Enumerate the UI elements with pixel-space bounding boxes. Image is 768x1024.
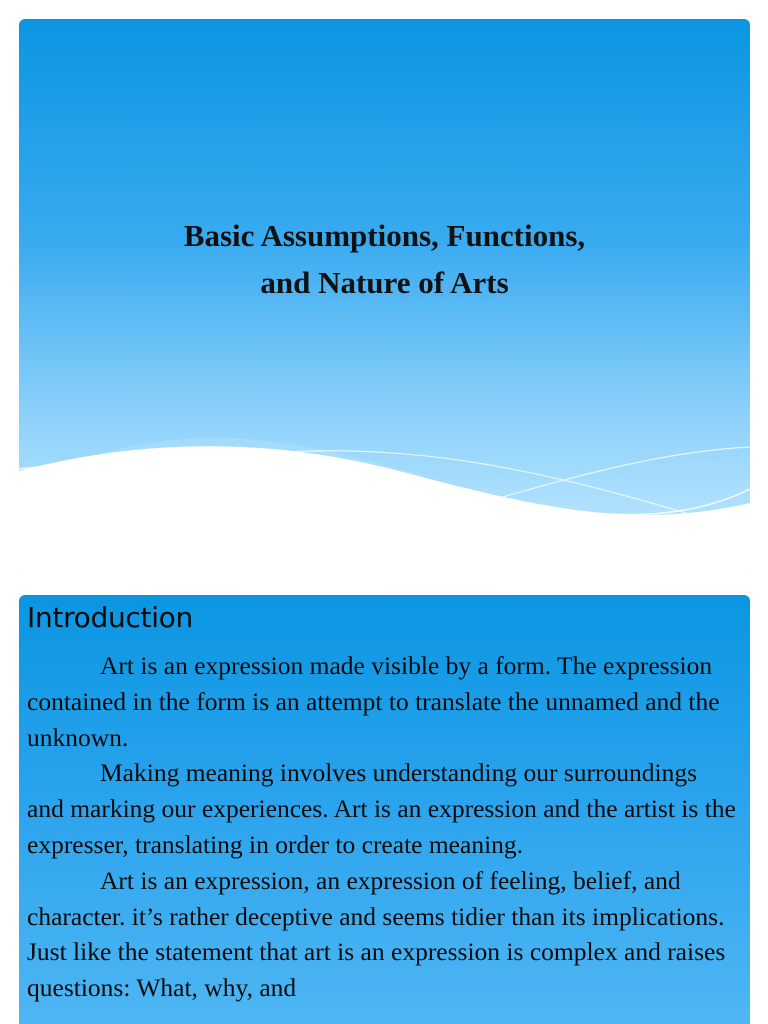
introduction-body xyxy=(27,648,737,1006)
paragraph-1: Art is an expression made visible by a form. The expression contained in the form is an attempt to translate the unnamed and the unknown. xyxy=(27,651,720,752)
paragraph-2: Making meaning involves understanding our surroundings and marking our experiences. Art is an expression and the artist is the expresser, translating in order to create meaning. xyxy=(27,758,736,859)
slide-title xyxy=(19,212,750,306)
section-heading: Introduction xyxy=(27,601,193,634)
title-slide xyxy=(19,19,750,575)
slide-title-line-1: Basic Assumptions, Functions, xyxy=(183,218,586,253)
slide-title-line-2: and Nature of Arts xyxy=(260,265,509,300)
introduction-slide xyxy=(19,595,750,1024)
paragraph-3: Art is an expression, an expression of feeling, belief, and character. it’s rather deceptive and seems tidier than its implications. Just like the statement that art is an expression is complex and raises questions: What, why, and xyxy=(27,865,726,1003)
